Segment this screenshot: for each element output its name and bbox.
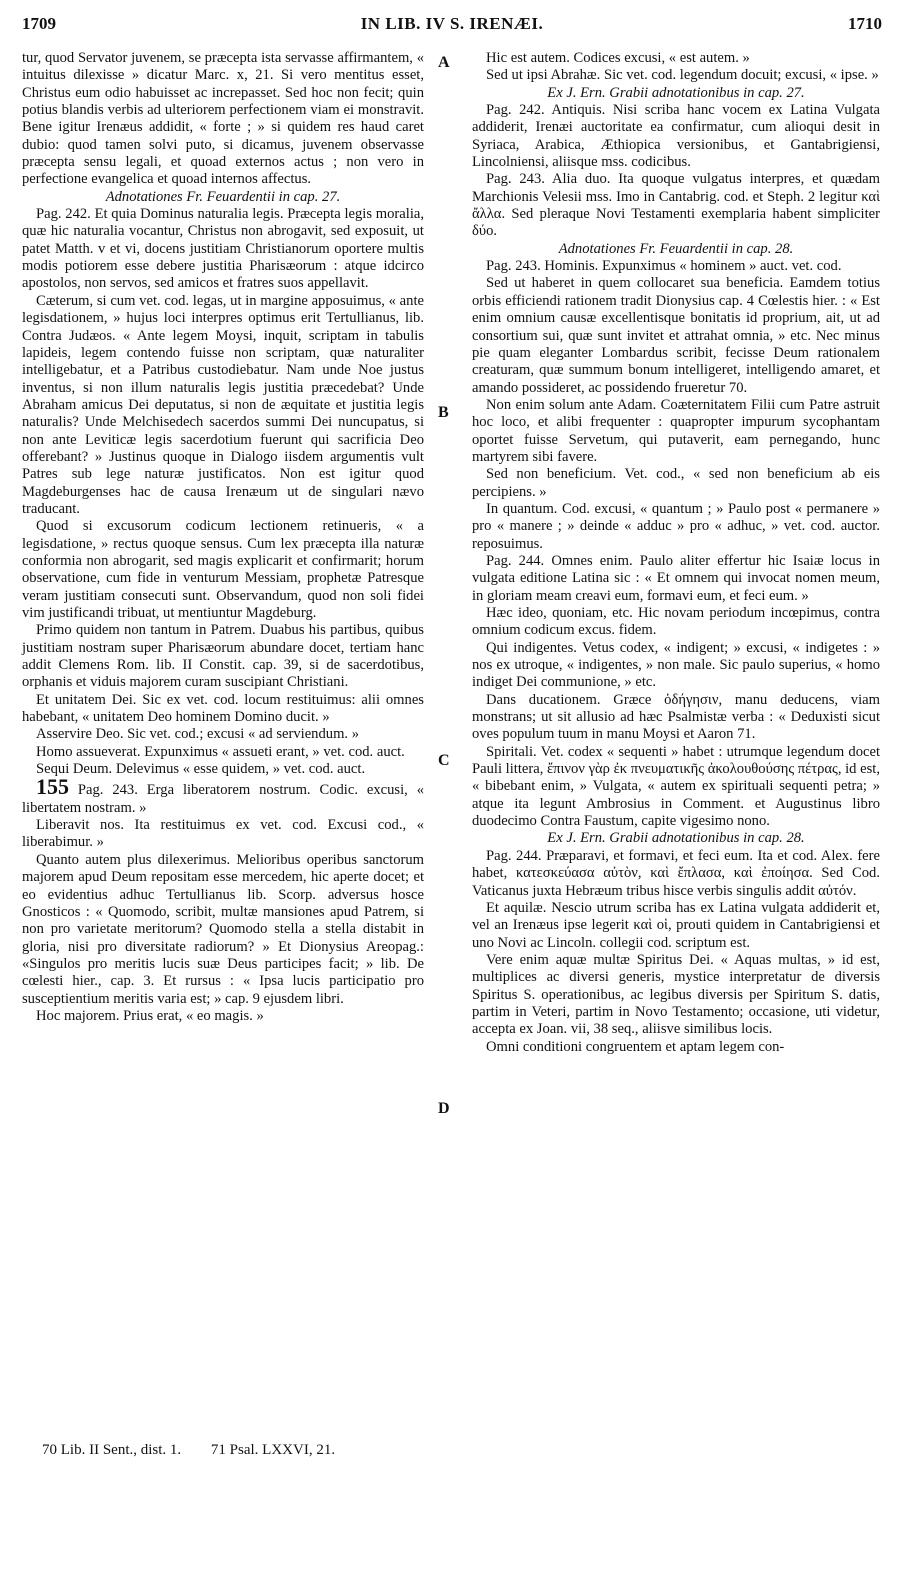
- paragraph-text: Spiritali. Vet. codex « sequenti » habet : utrumque legendum docet Pauli littera, ἔπινον γὰρ ἐκ πνευματικῆς ἀκολουθούσης πέτρας, id est, « bibebant enim, » Vulgata, « autem ex spirituali sequenti petra; » atque ita legunt Ambrosius in Comment. et Augustinus libro duodecimo Contra Faustum, capite vigesimo nono.: [472, 743, 880, 830]
- paragraph-text: Adnotationes Fr. Feuardentii in cap. 27.: [105, 188, 341, 205]
- paragraph-text: Et unitatem Dei. Sic ex vet. cod. locum restituimus: alii omnes habebant, « unitatem Deo hominem Domino ducit. »: [22, 691, 424, 726]
- left-column-number: 1709: [22, 14, 56, 33]
- paragraph: [22, 50, 424, 189]
- paragraph: [472, 275, 880, 396]
- paragraph-text: Sed non beneficium. Vet. cod., « sed non beneficium ab eis percipiens. »: [472, 466, 880, 500]
- paragraph: [22, 744, 424, 761]
- paragraph-text: Omni conditioni congruentem et aptam legem con-: [486, 1038, 785, 1055]
- column-marker-number: 155: [36, 774, 69, 800]
- paragraph-text: Homo assueverat. Expunximus « assueti erant, » vet. cod. auct.: [36, 743, 405, 760]
- margin-letter-b: B: [438, 404, 449, 421]
- paragraph-text: Quanto autem plus dilexerimus. Melioribus operibus sanctorum majorem apud Deum repositam esse mercedem, hic aperte docet; et eo evidentius adhuc Tertullianus lib. Scorp. adversus hosce Gnosticos : « Quomodo, scribit, multæ mansiones apud Patrem, si non pro varietate meritorum? Quomodo stella a stella distabit in gloria, nisi pro diversitate radiorum? » Et Dionysius Areopag.: «Singulos pro meritis lucis suæ Deus participes facit; » lib. De cœlesti hier., cap. 3. Et rursus : « Ipsa lucis participatio pro susceptientium meritis varia est; » cap. 9 ejusdem libri.: [22, 851, 424, 1007]
- paragraph-text: Primo quidem non tantum in Patrem. Duabus his partibus, quibus justitiam nostram super Pharisæorum abundare docet, tertiam hanc addit Clemens Rom. lib. II Constit. cap. 39, si de sacerdotibus, orphanis et viduis majorem curam suscipiant Christiani.: [22, 622, 424, 691]
- paragraph: [472, 553, 880, 605]
- paragraph-text: Non enim solum ante Adam. Coæternitatem Filii cum Patre astruit hoc loco, et alibi frequenter : quapropter impurum sycophantam oportet fuisse Servetum, qui putaverit, eam pernegando, hunc martyrem sibi favere.: [472, 396, 880, 465]
- paragraph-text: In quantum. Cod. excusi, « quantum ; » Paulo post « permanere » pro « manere ; » deinde « adduc » pro « adhuc, » vet. cod. auctor. reposuimus.: [472, 500, 880, 552]
- paragraph-text: Ex J. Ern. Grabii adnotationibus in cap. 27.: [547, 84, 805, 101]
- paragraph-text: Asservire Deo. Sic vet. cod.; excusi « ad serviendum. »: [36, 726, 360, 743]
- paragraph: [472, 900, 880, 952]
- paragraph-text: Ex J. Ern. Grabii adnotationibus in cap. 28.: [547, 830, 805, 847]
- paragraph-text: Pag. 244. Præparavi, et formavi, et feci eum. Ita et cod. Alex. fere habet, κατεσκεύασα αὐτὸν, καὶ ἔπλασα, καὶ ἐποίησα. Sed Cod. Vaticanus juxta Hebræum tribus hisce verbis singulis addit αὐτόν.: [472, 847, 880, 899]
- paragraph-text: Dans ducationem. Græce ὁδήγησιν, manu deducens, viam monstrans; ut sit allusio ad hæc Psalmistæ verba : « Deduxisti sicut oves populum tuum in manu Moysi et Aaron 71.: [472, 691, 880, 743]
- paragraph: [22, 692, 424, 727]
- paragraph: [22, 726, 424, 743]
- paragraph: [22, 518, 424, 622]
- right-column: [472, 50, 880, 1056]
- margin-letter-a: A: [438, 54, 450, 71]
- paragraph: [472, 1039, 880, 1056]
- paragraph-text: Adnotationes Fr. Feuardentii in cap. 28.: [558, 240, 794, 257]
- section-heading: [472, 241, 880, 258]
- paragraph-text: Hic est autem. Codices excusi, « est autem. »: [486, 50, 750, 66]
- section-heading: [472, 85, 880, 102]
- paragraph: [472, 744, 880, 831]
- paragraph: [472, 692, 880, 744]
- paragraph-text: Pag. 244. Omnes enim. Paulo aliter effertur hic Isaiæ locus in vulgata editione Latina sic : « Et omnem qui invocat nomen meum, in gloriam meam creavi eum, formavi eum, et feci eum. »: [472, 552, 880, 604]
- paragraph-text: Pag. 243. Erga liberatorem nostrum. Codic. excusi, « libertatem nostram. »: [22, 782, 424, 816]
- paragraph-text: tur, quod Servator juvenem, se præcepta ista servasse affirmantem, « intuitus dilexisse » dicatur Marc. x, 21. Si vero mentitus esset, Christus eum odio habuisset ac increpasset. Sed hoc non fecit; quin potius blandis verbis ad ulteriorem perfectionem viam ei monstravit. Bene igitur Irenæus addidit, « forte ; » si quidem res haud caret dubio: quod tamen solvi puto, si dicamus, juvenem observasse præcepta sensu legali, et quoad externos actus ; non vero in perfectione evangelica et quoad internos affectus.: [22, 50, 424, 188]
- margin-letter-c: C: [438, 752, 450, 769]
- paragraph: [472, 50, 880, 67]
- paragraph-text: Pag. 243. Alia duo. Ita quoque vulgatus interpres, et quædam Marchionis Velesii mss. Imo in Cantabrig. cod. et Steph. 2 legitur καὶ ἄλλα. Sed pleraque Novi Testamenti exemplaria habent simpliciter δύο.: [472, 171, 880, 240]
- paragraph: [472, 258, 880, 275]
- paragraph: [22, 1008, 424, 1025]
- margin-letter-d: D: [438, 1100, 450, 1117]
- paragraph-text: Liberavit nos. Ita restituimus ex vet. cod. Excusi cod., « liberabimur. »: [22, 817, 424, 851]
- right-column-number: 1710: [848, 14, 882, 33]
- paragraph-text: Vere enim aquæ multæ Spiritus Dei. « Aquas multas, » id est, multiplices ac diversi generis, mystice interpretatur de diversis Spiritus S. operationibus, ac legibus diversis per Spiritum S. datis, partim in Veteri, partim in Novo Testamento; occasione, uti videtur, accepta ex Joan. vii, 38 seq., aliisve similibus locis.: [472, 951, 880, 1038]
- paragraph: [472, 640, 880, 692]
- paragraph: [22, 622, 424, 691]
- paragraph-text: Qui indigentes. Vetus codex, « indigent; » excusi, « indigetes : » nos ex utroque, « indigentes, » non male. Sic paulo superius, « homo indiget Dei communione, » etc.: [472, 639, 880, 691]
- paragraph: [472, 67, 880, 84]
- paragraph-text: Et aquilæ. Nescio utrum scriba has ex Latina vulgata addiderit et, vel an Irenæus ipse legerit καὶ οἱ, prouti quidem in Cantabrigiensi et uno Novi ac Lincoln. collegii cod. scriptum est.: [472, 899, 880, 951]
- paragraph-text: Hæc ideo, quoniam, etc. Hic novam periodum incœpimus, contra omnium codicum excus. fidem.: [472, 605, 880, 639]
- paragraph-text: Pag. 242. Et quia Dominus naturalia legis. Præcepta legis moralia, quæ hic naturalia vocantur, Christus non abrogavit, sed exposuit, ut patet Matth. v et vi, docens justitiam Christianorum oportere multis modis potiorem esse debere justitia Pharisæorum : atque idcirco apostolos, non servos, sed amicos et fratres suos appellavit.: [22, 206, 424, 292]
- footnote-71: 71 Psal. LXXVI, 21.: [210, 1442, 336, 1458]
- paragraph-text: Quod si excusorum codicum lectionem retinueris, « a legisdatione, » rectus quoque sensus. Cum lex præcepta illa naturæ conformia non abrogarit, sed magis explicarit et confirmarit; horum observatione, cum fide in venturum Messiam, prophetæ Patresque veram justitiam consecuti sunt. Observandum, quod non soli fidei vim justificandi tribuat, ut mentiuntur Magdeburg.: [22, 518, 424, 621]
- running-title: IN LIB. IV S. IRENÆI.: [360, 14, 544, 33]
- paragraph-text: Sed ut ipsi Abrahæ. Sic vet. cod. legendum docuit; excusi, « ipse. »: [486, 67, 879, 84]
- paragraph: [22, 293, 424, 518]
- paragraph: [22, 852, 424, 1008]
- footnote-70: 70 Lib. II Sent., dist. 1.: [42, 1442, 182, 1458]
- paragraph: [472, 171, 880, 240]
- paragraph: [472, 397, 880, 466]
- paragraph: [472, 102, 880, 171]
- paragraph: [22, 774, 424, 817]
- paragraph-text: Sed ut haberet in quem collocaret sua beneficia. Eamdem totius orbis efficiendi rationem tradit Dionysius cap. 4 Cœlestis hier. : « Est enim omnium causæ excellentisque bonitatis id proprium, ait, ut ad consortium sui, quæ sunt invitet et attrahat omnia, » etc. Nec minus pie quam eleganter Lombardus scribit, fecisse Deum rationalem creaturam, quæ summum bonum intelligeret, intelligendo amaret, et amando possideret, ac possidendo frueretur 70.: [472, 275, 880, 396]
- footnotes: [42, 1442, 361, 1459]
- paragraph: [472, 466, 880, 501]
- paragraph-text: Pag. 242. Antiquis. Nisi scriba hanc vocem ex Latina Vulgata addiderit, Irenæi auctoritate ea confirmatur, cum alioqui desit in Syriaca, Arabica, Æthiopica versionibus, et Gantabrigiensi, Lincolniensi, aliisque mss. codicibus.: [472, 102, 880, 171]
- paragraph: [472, 848, 880, 900]
- page-header: [22, 14, 882, 40]
- paragraph: [472, 501, 880, 553]
- paragraph-text: Sequi Deum. Delevimus « esse quidem, » vet. cod. auct.: [36, 761, 366, 778]
- paragraph: [22, 206, 424, 293]
- paragraph: [22, 761, 424, 778]
- section-heading: [472, 830, 880, 847]
- left-column: [22, 50, 424, 1025]
- paragraph: [22, 817, 424, 852]
- paragraph-text: Cæterum, si cum vet. cod. legas, ut in margine apposuimus, « ante legisdationem, » hujus loci interpres optimus erit Tertullianus, lib. Contra Judæos. « Ante legem Moysi, inquit, scriptam in tabulis lapideis, legem contendo fuisse non scriptam, quæ naturaliter intelligebatur, et a Patribus custodiebatur. Nam unde Noe justus inventus, si non illum naturalis legis justitia præcedebat? Unde Abraham amicus Dei deputatus, si non de æquitate et justitia legis naturalis? Unde Melchisedech sacerdos summi Dei nuncupatus, si non ante Leviticæ legis sacerdotium fuerunt qui sacrificia Deo offerebant? » Justinus quoque in Dialogo iisdem argumentis vult Patres sub lege naturæ justificatos. Non est igitur quod Magdeburgenses hac de causa Irenæum ut de singulari nævo traducant.: [22, 292, 424, 517]
- paragraph-text: Hoc majorem. Prius erat, « eo magis. »: [36, 1007, 264, 1024]
- section-heading: [22, 189, 424, 206]
- paragraph: [472, 952, 880, 1039]
- paragraph-text: Pag. 243. Hominis. Expunximus « hominem » auct. vet. cod.: [486, 258, 842, 275]
- paragraph: [472, 605, 880, 640]
